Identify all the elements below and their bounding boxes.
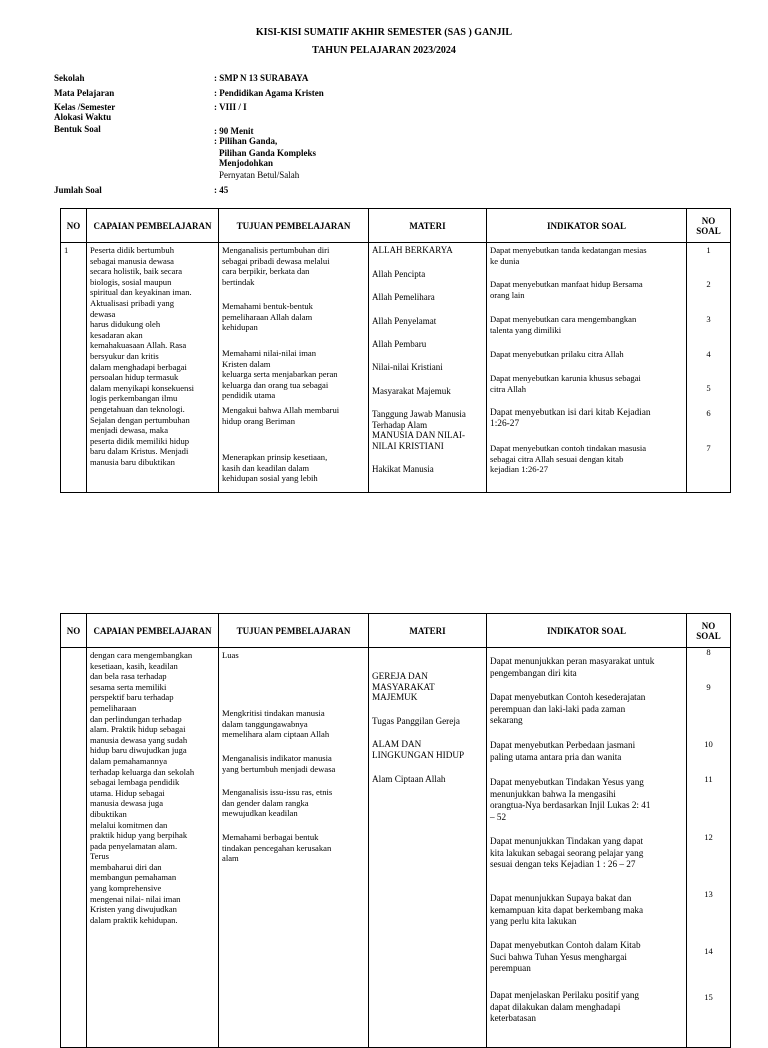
row-number: [61, 648, 87, 1048]
indikator-item: Dapat menyebutkan manfaat hidup Bersama orang lain: [490, 279, 643, 300]
tujuan-item: Memahami berbagai bentuk tindakan pencegahan kerusakan alam: [222, 832, 332, 864]
indikator-item: Dapat menyebutkan contoh tindakan masusia sebagai citra Allah sesuai dengan kitab kejadian 1:26-27: [490, 443, 647, 475]
materi-item: GEREJA DAN MASYARAKAT MAJEMUK: [372, 671, 435, 703]
kisi-table-2: [60, 613, 731, 1048]
no-soal-item: 6: [706, 408, 711, 418]
no-soal-item: 5: [706, 383, 711, 393]
tujuan-cell: [219, 243, 369, 493]
indikator-cell: [487, 243, 687, 493]
materi-item: ALLAH BERKARYA: [372, 245, 453, 255]
jumlah-label: Jumlah Soal: [54, 185, 102, 195]
indikator-cell: [487, 648, 687, 1048]
no-soal-item: 7: [706, 443, 711, 453]
col-indikator: INDIKATOR SOAL: [487, 614, 687, 648]
no-soal-item: 1: [706, 245, 711, 255]
materi-item: Masyarakat Majemuk: [372, 386, 451, 396]
tujuan-item: Menganalisis pertumbuhan diri sebagai pribadi dewasa melalui cara berpikir, berkata dan bertindak: [222, 245, 330, 287]
indikator-item: Dapat menyebutkan Tindakan Yesus yang menunjukkan bahwa Ia mengasihi orangtua-Nya berdasarkan Injil Lukas 2: 41 – 52: [490, 777, 651, 822]
indikator-item: Dapat menyebutkan prilaku citra Allah: [490, 349, 624, 359]
materi-item: ALAM DAN LINGKUNGAN HIDUP: [372, 739, 465, 760]
tujuan-item: Menerapkan prinsip kesetiaan, kasih dan keadilan dalam kehidupan sosial yang lebih: [222, 452, 328, 484]
materi-item: Tanggung Jawab Manusia Terhadap Alam: [372, 409, 466, 430]
kelas-label: Kelas /Semester: [54, 102, 116, 112]
indikator-item: Dapat menunjukkan Tindakan yang dapat kita lakukan sebagai seorang pelajar yang sesuai dengan teks Kejadian 1 : 26 – 27: [490, 836, 644, 869]
no-soal-item: 2: [706, 279, 711, 289]
no-soal-cell: [687, 648, 731, 1048]
indikator-item: Dapat menyebutkan Perbedaan jasmani paling utama antara pria dan wanita: [490, 740, 636, 762]
jumlah-value: : 45: [214, 185, 229, 195]
document-subtitle: TAHUN PELAJARAN 2023/2024: [312, 45, 456, 56]
col-capaian: CAPAIAN PEMBELAJARAN: [87, 209, 219, 243]
tujuan-item: Mengkritisi tindakan manusia dalam tanggungawabnya memelihara alam ciptaan Allah: [222, 708, 330, 740]
bentuk-value-3: Menjodohkan: [219, 158, 274, 168]
col-tujuan: TUJUAN PEMBELAJARAN: [219, 209, 369, 243]
alokasi-value: : 90 Menit: [214, 126, 254, 136]
tujuan-item: Memahami bentuk-bentuk pemeliharaan Allah dalam kehidupan: [222, 301, 313, 333]
indikator-item: Dapat menyebutkan Contoh kesederajatan perempuan dan laki-laki pada zaman sekarang: [490, 692, 646, 725]
tujuan-item: Memahami nilai-nilai iman Kristen dalam keluarga serta menjabarkan peran keluarga dan orang tua sebagai pendidik utama: [222, 348, 338, 401]
indikator-item: Dapat menyebutkan tanda kedatangan mesias ke dunia: [490, 245, 647, 266]
tujuan-item: Menganalisis indikator manusia yang bertumbuh menjadi dewasa: [222, 753, 336, 774]
kisi-table-1: [60, 208, 731, 493]
alokasi-label: Alokasi Waktu: [54, 112, 112, 122]
indikator-item: Dapat menunjukkan Supaya bakat dan kemampuan kita dapat berkembang maka yang perlu kita lakukan: [490, 893, 644, 926]
indikator-item: Dapat menyebutkan isi dari kitab Kejadian 1:26-27: [490, 408, 651, 429]
materi-item: Alam Ciptaan Allah: [372, 774, 446, 784]
capaian-cell: [87, 648, 219, 1048]
sekolah-label: Sekolah: [54, 73, 85, 83]
no-soal-item: 12: [704, 832, 713, 842]
col-no: NO: [61, 209, 87, 243]
materi-item: Nilai-nilai Kristiani: [372, 362, 443, 372]
indikator-item: Dapat menyebutkan cara mengembangkan talenta yang dimiliki: [490, 314, 637, 335]
materi-cell: [369, 243, 487, 493]
mapel-label: Mata Pelajaran: [54, 88, 115, 98]
mapel-value: : Pendidikan Agama Kristen: [214, 88, 324, 98]
col-capaian: CAPAIAN PEMBELAJARAN: [87, 614, 219, 648]
bentuk-value-1: : Pilihan Ganda,: [214, 136, 278, 146]
indikator-item: Dapat menjelaskan Perilaku positif yang dapat dilakukan dalam menghadapi keterbatasan: [490, 990, 640, 1023]
materi-item: Allah Pencipta: [372, 269, 426, 279]
capaian-text: dengan cara mengembangkan kesetiaan, kasih, keadilan dan bela rasa terhadap sesama serta memiliki perspektif baru terhadap pemeliharaan dan perlindungan terhadap alam. Praktik hidup sebagai manusia dewasa yang sudah hidup baru diwujudkan juga dalam pemahamannya terhadap keluarga dan sekolah sebagai lembaga pendidik utama. Hidup sebagai manusia dewasa juga dibuktikan melalui komitmen dan praktik hidup yang berpihak pada penyelamatan alam. Terus membaharui diri dan membangun pemahaman yang komprehensive mengenai nilai- nilai iman Kristen yang diwujudkan dalam praktik kehidupan.: [90, 650, 195, 925]
indikator-item: Dapat menunjukkan peran masyarakat untuk pengembangan diri kita: [490, 656, 655, 678]
col-no: NO: [61, 614, 87, 648]
no-soal-item: 13: [704, 889, 713, 899]
kelas-value: : VIII / I: [214, 102, 247, 112]
indikator-item: Dapat menyebutkan Contoh dalam Kitab Suci bahwa Tuhan Yesus menghargai perempuan: [490, 940, 641, 973]
col-no-soal: NO SOAL: [687, 614, 731, 648]
col-no-soal: NO SOAL: [687, 209, 731, 243]
col-materi: MATERI: [369, 209, 487, 243]
materi-item: Allah Pembaru: [372, 339, 427, 349]
col-indikator: INDIKATOR SOAL: [487, 209, 687, 243]
materi-cell: [369, 648, 487, 1048]
indikator-item: Dapat menyebutkan karunia khusus sebagai citra Allah: [490, 373, 641, 394]
tujuan-item: Menganalisis issu-issu ras, etnis dan gender dalam rangka mewujudkan keadilan: [222, 787, 333, 819]
tujuan-item: Mengakui bahwa Allah membarui hidup orang Beriman: [222, 405, 340, 426]
tujuan-cell: [219, 648, 369, 1048]
bentuk-label: Bentuk Soal: [54, 124, 101, 134]
no-soal-item: 9: [706, 682, 711, 692]
materi-item: Allah Penyelamat: [372, 316, 437, 326]
no-soal-cell: [687, 243, 731, 493]
capaian-text: Peserta didik bertumbuh sebagai manusia dewasa secara holistik, baik secara biologis, sosial maupun spiritual dan keyakinan iman. Aktualisasi pribadi yang dewasa harus didukung oleh kesadaran akan kemahakuasaan Allah. Rasa bersyukur dan kritis dalam menghadapi berbagai persoalan hidup termasuk dalam menyikapi konsekuensi logis perkembangan ilmu pengetahuan dan teknologi. Sejalan dengan pertumbuhan menjadi dewasa, maka peserta didik memiliki hidup baru dalam Kristus. Menjadi manusia baru dibuktikan: [90, 245, 195, 467]
row-number: 1: [61, 243, 87, 493]
tujuan-item: Luas: [222, 650, 239, 660]
materi-item: Hakikat Manusia: [372, 464, 434, 474]
capaian-cell: [87, 243, 219, 493]
no-soal-item: 11: [704, 774, 713, 784]
materi-item: Allah Pemelihara: [372, 292, 435, 302]
no-soal-item: 3: [706, 314, 711, 324]
no-soal-item: 15: [704, 992, 713, 1002]
col-tujuan: TUJUAN PEMBELAJARAN: [219, 614, 369, 648]
no-soal-item: 4: [706, 349, 711, 359]
no-soal-item: 14: [704, 946, 713, 956]
materi-item: MANUSIA DAN NILAI- NILAI KRISTIANI: [372, 430, 465, 451]
sekolah-value: : SMP N 13 SURABAYA: [214, 73, 309, 83]
no-soal-item: 10: [704, 739, 713, 749]
col-materi: MATERI: [369, 614, 487, 648]
no-soal-item: 8: [706, 647, 711, 657]
bentuk-value-4: Pernyatan Betul/Salah: [219, 170, 300, 180]
materi-item: Tugas Panggilan Gereja: [372, 716, 460, 726]
document-title: KISI-KISI SUMATIF AKHIR SEMESTER (SAS ) GANJIL: [255, 27, 513, 38]
bentuk-value-2: Pilihan Ganda Kompleks: [219, 148, 317, 158]
